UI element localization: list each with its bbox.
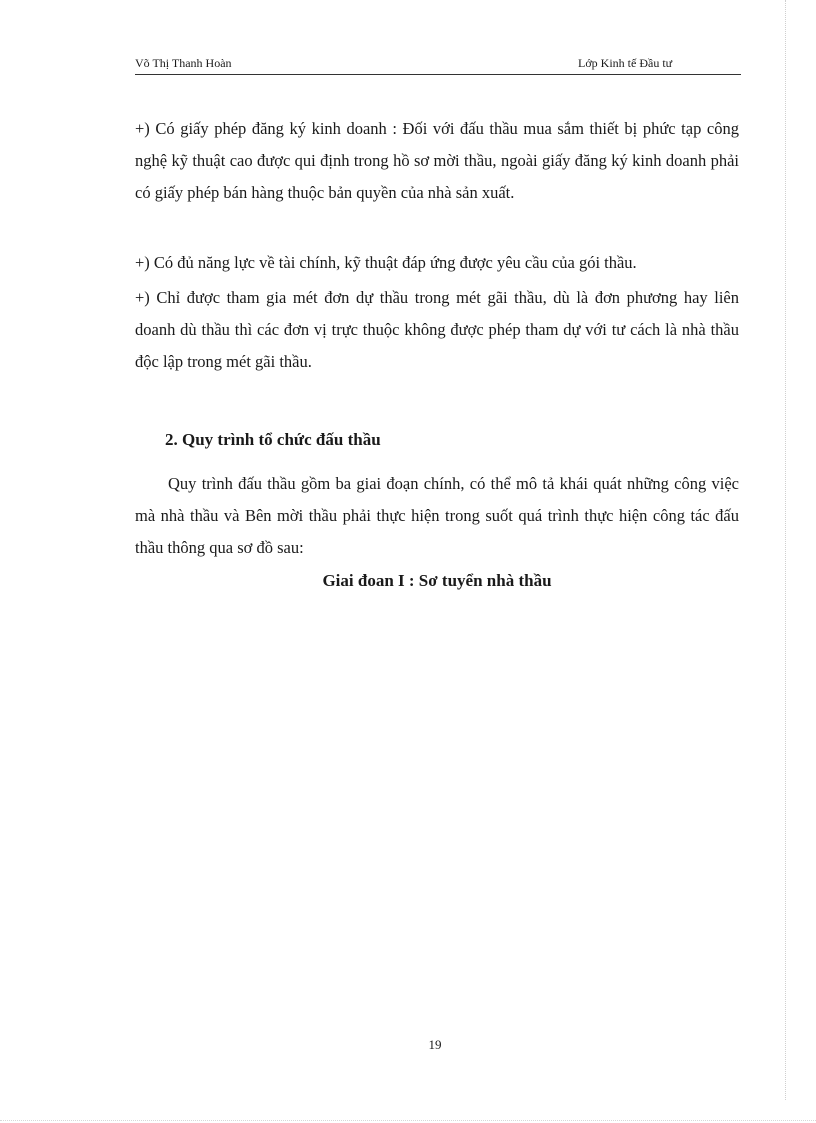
paragraph-single-bid: +) Chỉ được tham gia mét đơn dự thầu trong mét gãi thầu, dù là đơn phương hay liên doanh dù thầu thì các đơn vị trực thuộc không được phép tham dự với tư cách là nhà thầu độc lập trong mét gãi thầu. xyxy=(135,288,739,371)
paragraph-capacity: +) Có đủ năng lực về tài chính, kỹ thuật đáp ứng được yêu cầu của gói thầu. xyxy=(135,253,637,272)
paragraph-license: +) Có giấy phép đăng ký kinh doanh : Đối với đấu thầu mua sắm thiết bị phức tạp công nghệ kỹ thuật cao được qui định trong hồ sơ mời thầu, ngoài giấy đăng ký kinh doanh phải có giấy phép bán hàng thuộc bản quyền của nhà sản xuất. xyxy=(135,119,739,202)
page-bottom-border xyxy=(0,1120,816,1121)
page-header xyxy=(135,56,741,75)
header-author: Võ Thị Thanh Hoàn xyxy=(135,56,232,70)
section-intro-paragraph: Quy trình đấu thầu gồm ba giai đoạn chính, có thể mô tả khái quát những công việc mà nhà thầu và Bên mời thầu phải thực hiện trong suốt quá trình thực hiện công tác đấu thầu thông qua sơ đồ sau: xyxy=(135,474,739,557)
section-heading: 2. Quy trình tổ chức đấu thầu xyxy=(165,430,381,449)
page-right-border xyxy=(785,0,786,1100)
stage-caption: Giai đoan I : Sơ tuyển nhà thầu xyxy=(322,571,552,590)
header-class-name: Lớp Kinh tế Đầu tư xyxy=(578,56,673,70)
page-number: 19 xyxy=(428,1037,442,1052)
